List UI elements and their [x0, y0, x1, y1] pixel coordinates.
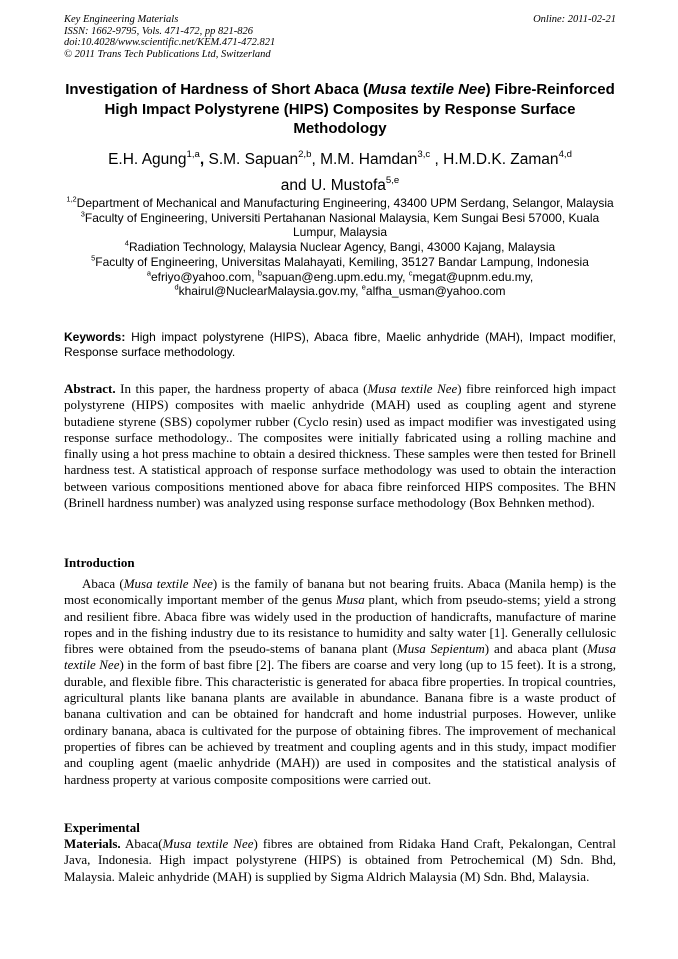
email-list: $^a$efriyo@yahoo.com, $^b$sapuan@eng.upm.edu.my, $^c$megat@upnm.edu.my, $^d$khairul@NuclearMalaysia.gov.my, $^e$alfha_usman@yahoo.com — [146, 267, 534, 299]
affiliation: $^3$Faculty of Engineering, Universiti Pertahanan Nasional Malaysia, Kem Sungai Besi 57000, Kuala Lumpur, Malaysia — [80, 209, 600, 240]
author: S.M. Sapuan$^{2,b}$, — [208, 148, 321, 168]
email-link[interactable]: alfha_usman@yahoo.com — [365, 284, 506, 299]
materials-label: Materials. — [64, 836, 121, 851]
journal-issn: ISSN: 1662-9795, Vols. 471-472, pp 821-826 — [64, 25, 253, 37]
author-list — [64, 147, 616, 199]
email-link[interactable]: sapuan@eng.upm.edu.my, — [262, 269, 409, 284]
materials-paragraph: Materials. Abaca(Musa textile Nee) fibres are obtained from Ridaka Hand Craft, Pekalongan, Central Java, Indonesia. High impact polystyrene (HIPS) is obtained from Petrochemical (M) Sdn. Bhd, Malaysia. Maleic anhydride (MAH) is supplied by Sigma Aldrich Malaysia (M) Sdn. Bhd, Malaysia. — [64, 836, 616, 884]
keywords-text: High impact polystyrene (HIPS), Abaca fibre, Maelic anhydride (MAH), Impact modifier, Response surface methodology. — [64, 330, 616, 359]
title-italic: Musa textile Nee — [368, 81, 486, 98]
online-date: Online: 2011-02-21 — [533, 14, 616, 25]
journal-name: Key Engineering Materials — [64, 14, 179, 25]
abstract-label: Abstract. — [64, 381, 116, 396]
author: M.M. Hamdan$^{3,c}$ , — [320, 148, 444, 168]
paper-title — [64, 80, 616, 139]
introduction-paragraph: Abaca (Musa textile Nee) is the family of banana but not bearing fruits. Abaca (Manila hemp) is the most economically important member of the genus Musa plant, which from pseudo-stems; yield a strong and resilient fibre. Abaca fibre was widely used in the production of handicrafts, manufacture of marine ropes and in the fishing industry due to its resistance to humidity and salty water [1]. Generally cellulosic fibres were obtained from the pseudo-stems of banana plant (Musa Sepientum) and abaca plant (Musa textile Nee) in the form of bast fibre [2]. The fibers are coarse and very long (up to 15 feet). It is a strong, durable, and flexible fibre. This characteristic is generated for abaca fibre properties. In tropical countries, agricultural plants like banana plants are available in abundance. Banana fibre is a waste product of banana cultivation and can be obtained for handcraft and home industrial purposes. However, unlike ordinary banana, abaca is cultivated for the purpose of obtaining fibres. The improvement of mechanical properties of fibres can be achieved by treatment and coupling agents and in this study, impact modifier and coupling agent (maelic anhydride (MAH)) are used in composites and the statistical analysis of hardness property at various composite compositions were carried out. — [64, 576, 617, 787]
email-link[interactable]: khairul@NuclearMalaysia.gov.my, — [178, 284, 362, 299]
email-link[interactable]: megat@upnm.edu.my, — [412, 269, 534, 284]
experimental-heading: Experimental — [64, 820, 140, 835]
affiliation: $^4$Radiation Technology, Malaysia Nuclear Agency, Bangi, 43000 Kajang, Malaysia — [124, 238, 556, 255]
email-link[interactable]: efriyo@yahoo.com, — [150, 269, 258, 284]
keywords-label: Keywords: — [64, 330, 126, 344]
abstract: Abstract. In this paper, the hardness property of abaca (Musa textile Nee) fibre reinforced high impact polystyrene (HIPS) composites with maelic anhydride (MAH) used as coupling agent and styrene butadiene styrene (SBS) copolymer rubber (Cyclo resin) used as impact modifier was investigated using response surface methodology.. The composites were initially fabricated using a rolling machine and finally using a hot press machine to obtain a desired thickness. These samples were then tested for Brinell hardness test. A statistical approach of response surface methodology was used to obtain the interaction between various compositions mentioned above for abaca fibre reinforced HIPS composites. The BHN (Brinell hardness number) was analyzed using response surface methodology (Box Behnken method). — [64, 381, 617, 511]
author: H.M.D.K. Zaman$^{4,d}$ — [443, 148, 572, 168]
keywords — [64, 330, 616, 360]
affiliations — [64, 196, 616, 299]
journal-header — [64, 14, 616, 60]
affiliation: $^{1,2}$Department of Mechanical and Manufacturing Engineering, 43400 UPM Serdang, Selangor, Malaysia — [66, 194, 614, 210]
author: and U. Mustofa$^{5,e}$ — [280, 174, 400, 194]
affiliation: $^5$Faculty of Engineering, Universitas Malahayati, Kemiling, 35127 Bandar Lampung, Indonesia — [91, 253, 589, 269]
title-text: ) Fibre-Reinforced High Impact Polystyrene (HIPS) Composites by Response Surface Methodology — [104, 81, 615, 137]
journal-doi: doi:10.4028/www.scientific.net/KEM.471-472.821 — [64, 37, 276, 48]
title-text: Investigation of Hardness of Short Abaca ( — [65, 81, 369, 98]
journal-copyright: © 2011 Trans Tech Publications Ltd, Switzerland — [64, 48, 271, 60]
introduction-heading: Introduction — [64, 555, 135, 570]
author: E.H. Agung$^{1,a}$, — [108, 148, 209, 168]
